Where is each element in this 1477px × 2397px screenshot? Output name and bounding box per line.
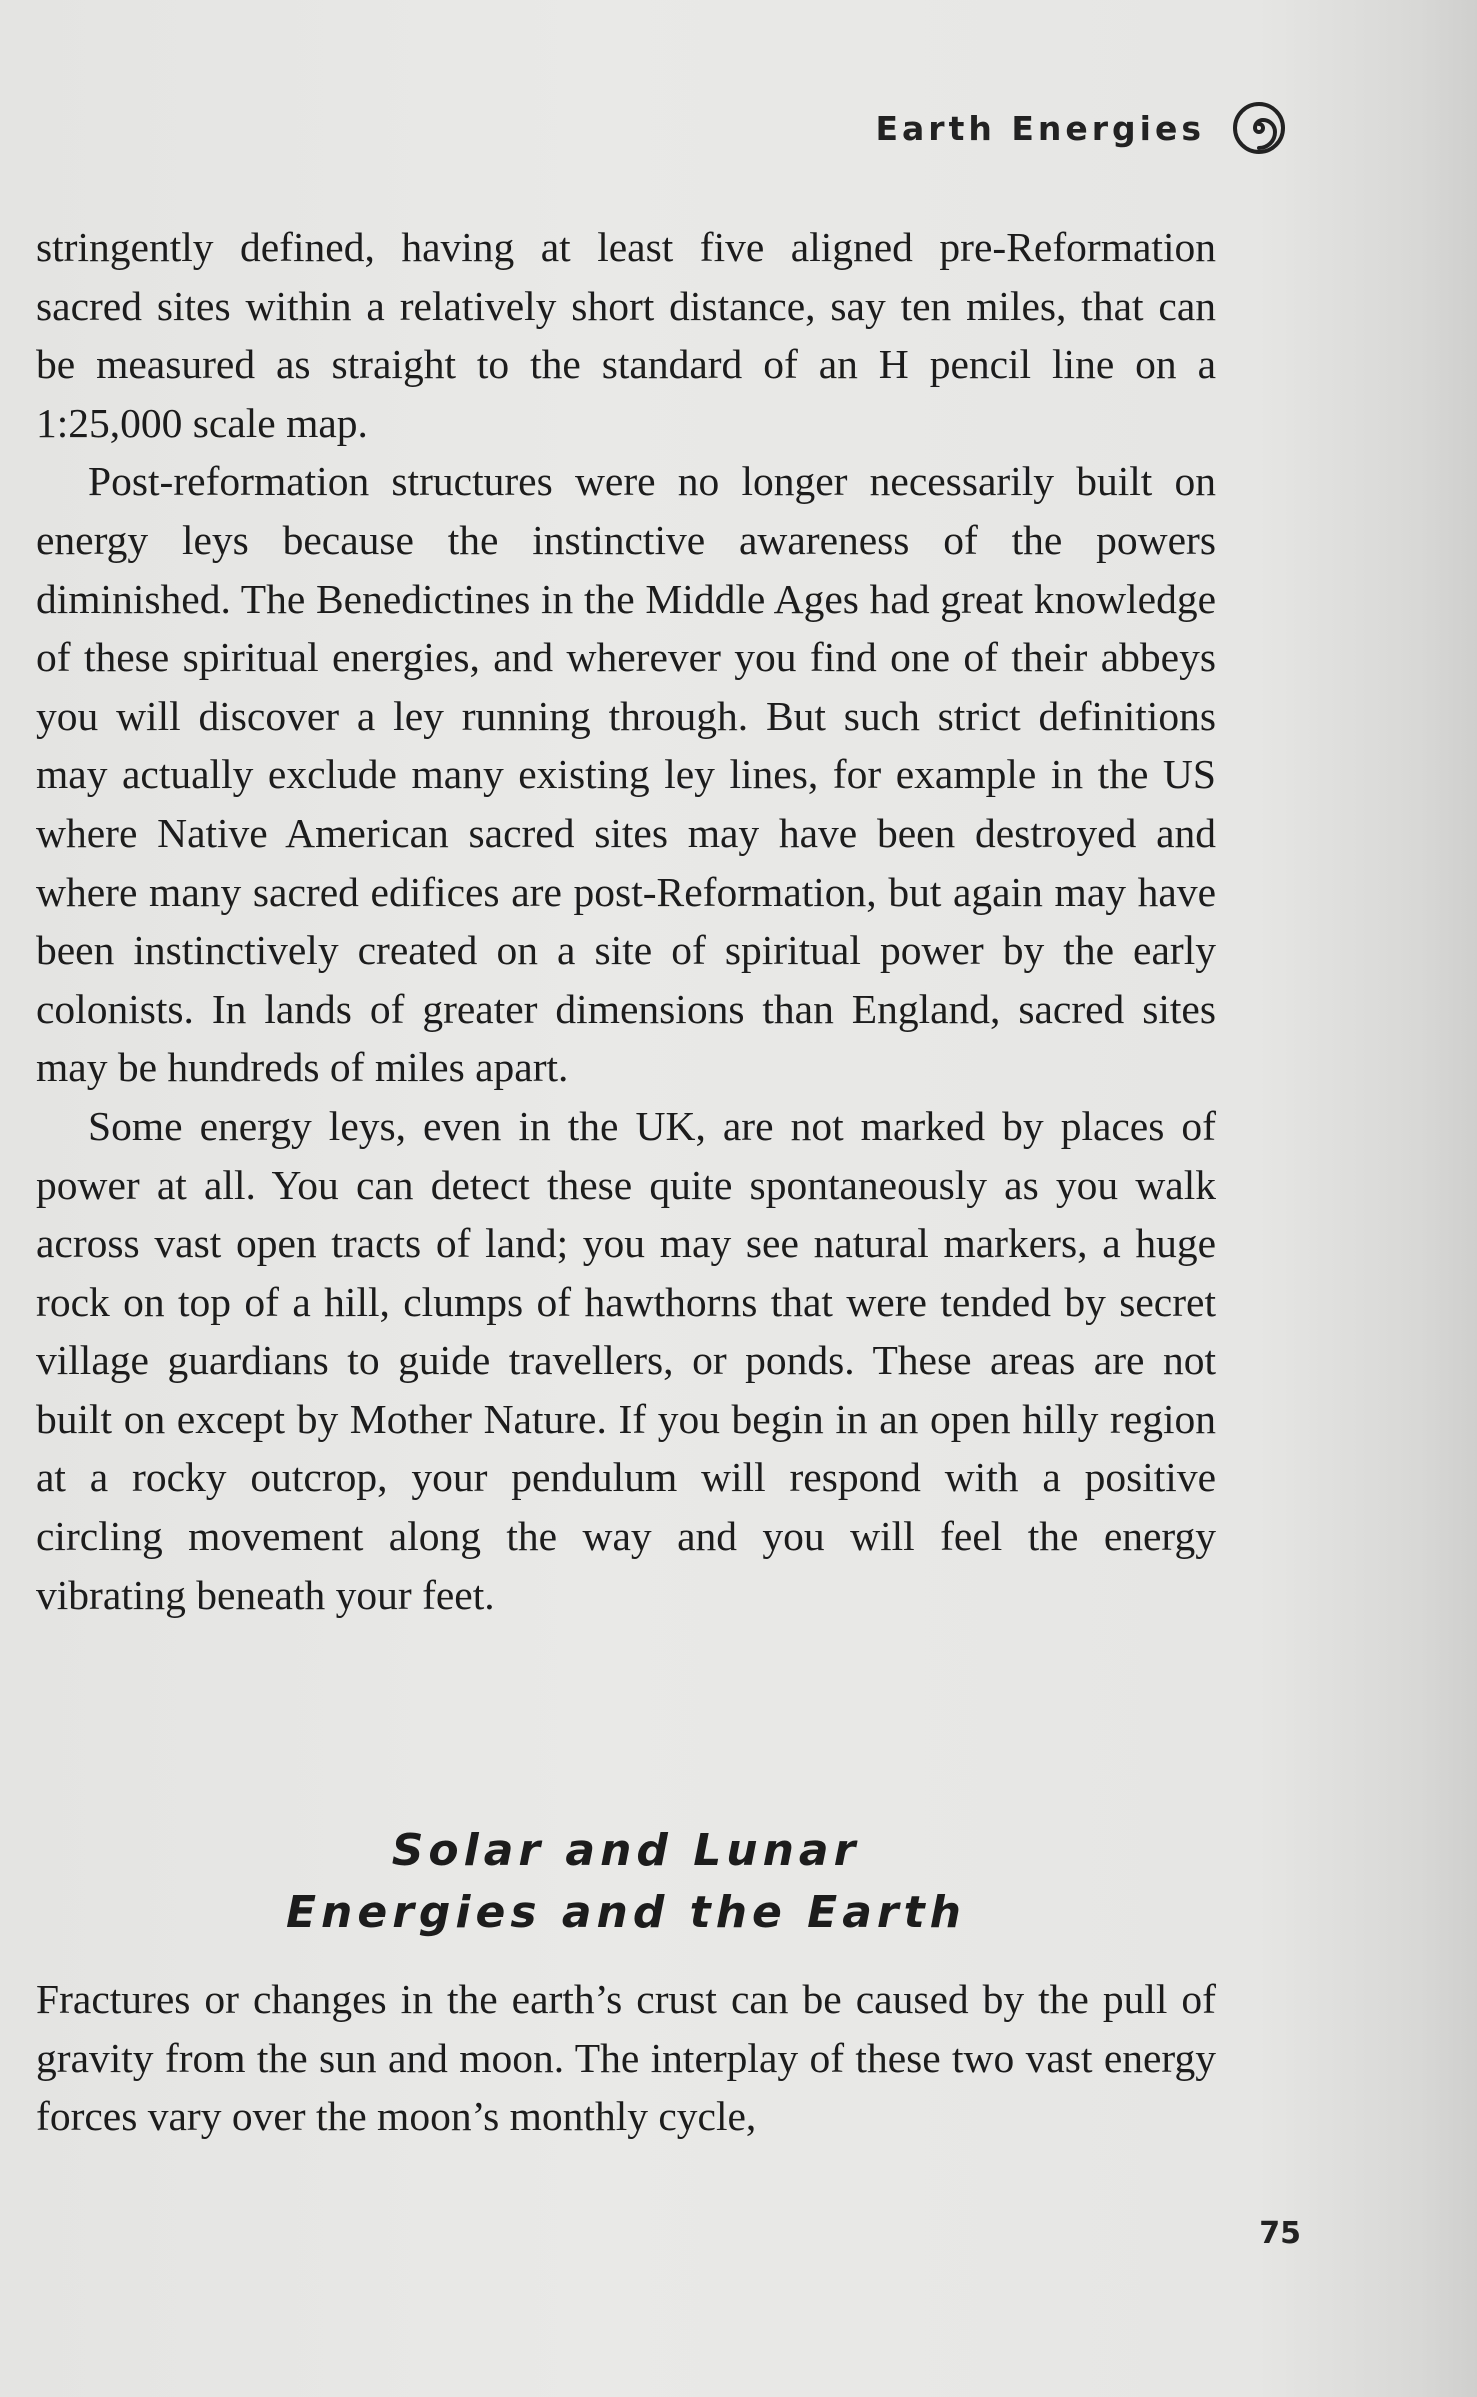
section-text [36, 1970, 1216, 2146]
running-title: Earth Energies [875, 108, 1205, 148]
section-heading-line-2: Energies and the Earth [285, 1887, 966, 1938]
section-heading-line-1: Solar and Lunar [391, 1825, 861, 1876]
section-paragraph: Fractures or changes in the earth’s crust can be caused by the pull of gravity from the sun and moon. The interplay of these two vast energy forces vary over the moon’s monthly cycle, [36, 1976, 1216, 2140]
spiral-icon [1231, 100, 1287, 156]
body-text [36, 218, 1216, 1624]
paragraph-1: stringently defined, having at least five aligned pre-Reformation sacred sites within a relatively short distance, say ten miles, that can be measured as straight to the standard of an H pencil line on a 1:25,000 scale map. [36, 224, 1216, 446]
running-head [876, 100, 1288, 156]
paragraph-3: Some energy leys, even in the UK, are not marked by places of power at all. You can detect these quite spontaneously as you walk across vast open tracts of land; you may see natural markers, a huge rock on top of a hill, clumps of hawthorns that were tended by secret village guardians to guide travellers, or ponds. These areas are not built on except by Mother Nature. If you begin in an open hilly region at a rocky outcrop, your pendulum will respond with a positive circling movement along the way and you will feel the energy vibrating beneath your feet. [36, 1102, 1216, 1618]
section-heading [36, 1820, 1216, 1944]
paragraph-2: Post-reformation structures were no longer necessarily built on energy leys because the instinctive awareness of the powers diminished. The Benedictines in the Middle Ages had great knowledge of these spiritual energies, and wherever you find one of their abbeys you will discover a ley running through. But such strict definitions may actually exclude many existing ley lines, for example in the US where Native American sacred sites may have been destroyed and where many sacred edifices are post-Reformation, but again may have been instinctively created on a site of spiritual power by the early colonists. In lands of greater dimensions than England, sacred sites may be hundreds of miles apart. [36, 458, 1216, 1091]
page-number: 75 [1259, 2216, 1301, 2251]
